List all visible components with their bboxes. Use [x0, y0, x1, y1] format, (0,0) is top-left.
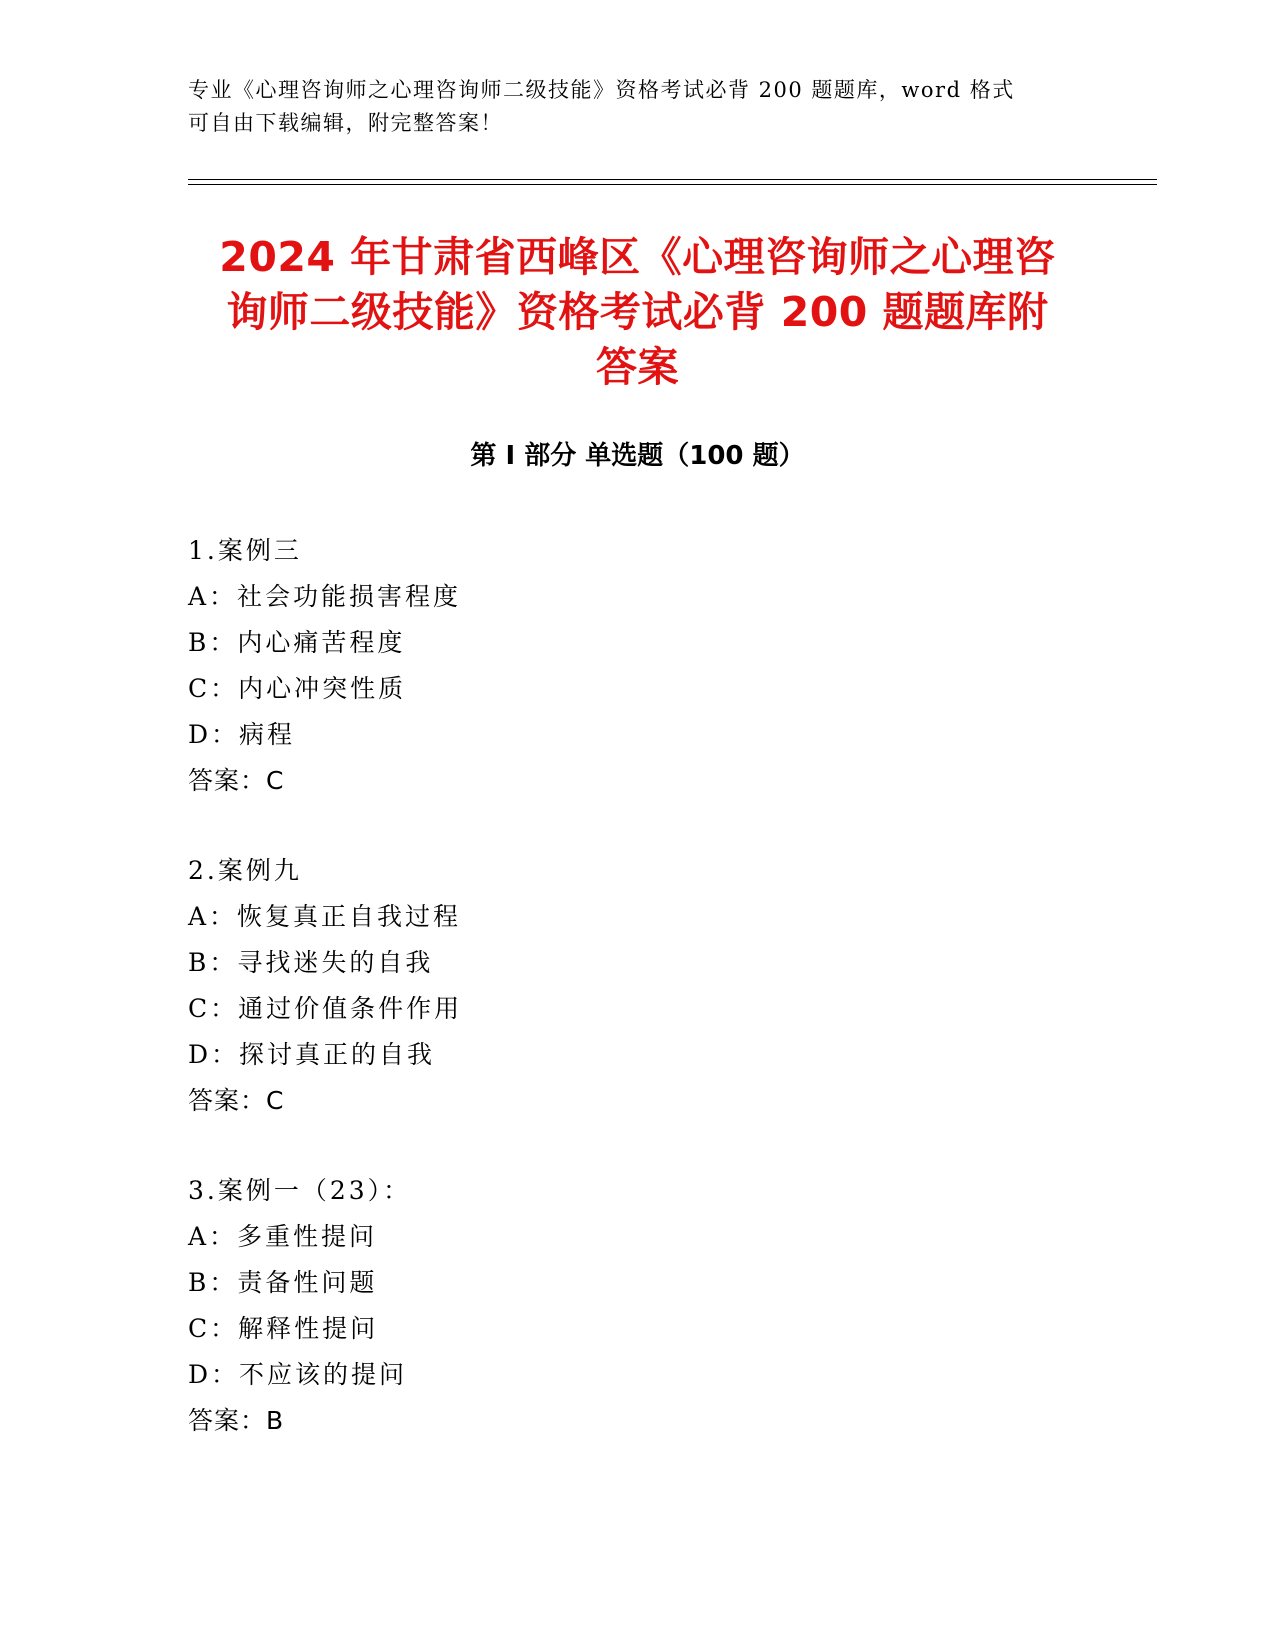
question-stem: 1.案例三: [188, 536, 302, 565]
option-b: B：寻找迷失的自我: [188, 948, 434, 977]
section-title: 第 I 部分 单选题（100 题）: [470, 441, 805, 471]
answer-line: 答案：C: [188, 766, 285, 795]
header-note-line-2: 可自由下载编辑，附完整答案！: [188, 111, 503, 135]
option-d: D：探讨真正的自我: [188, 1040, 436, 1069]
option-b: B：责备性问题: [188, 1268, 378, 1297]
question-stem: 2.案例九: [188, 856, 302, 885]
option-a: A：社会功能损害程度: [188, 582, 462, 611]
header-divider-bottom: [188, 184, 1157, 185]
page-title: [150, 230, 1125, 395]
option-a: A：恢复真正自我过程: [188, 902, 462, 931]
option-d: D：不应该的提问: [188, 1360, 408, 1389]
answer-line: 答案：B: [188, 1406, 285, 1435]
question-3: [188, 1168, 988, 1444]
header-divider-top: [188, 179, 1157, 180]
header-note-line-1: 专业《心理咨询师之心理咨询师二级技能》资格考试必背 200 题题库，word 格式: [188, 78, 1015, 102]
option-d: D：病程: [188, 720, 296, 749]
page-title-line-1: 2024 年甘肃省西峰区《心理咨询师之心理咨: [219, 233, 1056, 281]
page-title-line-3: 答案: [596, 343, 679, 391]
option-a: A：多重性提问: [188, 1222, 378, 1251]
question-2: [188, 848, 988, 1124]
answer-line: 答案：C: [188, 1086, 285, 1115]
option-b: B：内心痛苦程度: [188, 628, 406, 657]
page-title-line-2: 询师二级技能》资格考试必背 200 题题库附: [226, 288, 1049, 336]
question-stem: 3.案例一（23）：: [188, 1176, 412, 1205]
question-1: [188, 528, 988, 804]
header-note: [188, 74, 1088, 140]
option-c: C：通过价值条件作用: [188, 994, 463, 1023]
option-c: C：解释性提问: [188, 1314, 379, 1343]
option-c: C：内心冲突性质: [188, 674, 407, 703]
